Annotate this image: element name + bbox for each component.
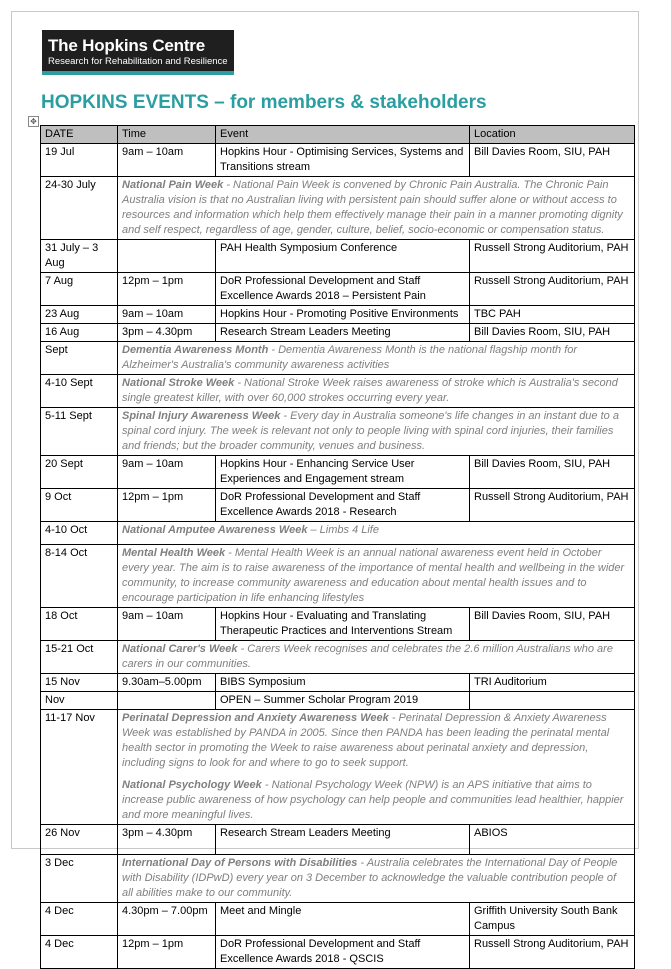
cell-date: 31 July – 3 Aug xyxy=(41,240,118,273)
cell-time: 4.30pm – 7.00pm xyxy=(118,903,216,936)
awareness-title: National Pain Week xyxy=(122,179,224,191)
cell-location: Russell Strong Auditorium, PAH xyxy=(470,936,635,969)
cell-date: 15-21 Oct xyxy=(41,641,118,674)
cell-date: 4-10 Sept xyxy=(41,375,118,408)
awareness-description: - Perinatal Depression & Anxiety Awareness Week was established by PANDA in 2005. Since then PANDA has been leading the perinatal mental health sector in promoting the Week to raise awareness about perinatal anxiety and depression, including signs to look for and where to go to seek support. xyxy=(122,712,610,769)
cell-location: Bill Davies Room, SIU, PAH xyxy=(470,144,635,177)
events-table xyxy=(40,125,635,969)
header-location: Location xyxy=(470,126,635,144)
table-row xyxy=(41,324,635,342)
cell-location: Russell Strong Auditorium, PAH xyxy=(470,240,635,273)
cell-date: 24-30 July xyxy=(41,177,118,240)
table-row xyxy=(41,710,635,825)
awareness-title: National Psychology Week xyxy=(122,779,262,791)
cell-time xyxy=(118,240,216,273)
table-move-handle-icon[interactable]: ✥ xyxy=(28,116,39,127)
awareness-description: – Limbs 4 Life xyxy=(307,524,379,536)
cell-time: 12pm – 1pm xyxy=(118,489,216,522)
table-row xyxy=(41,608,635,641)
cell-event: Hopkins Hour - Evaluating and Translating Therapeutic Practices and Interventions Stream xyxy=(216,608,470,641)
table-row xyxy=(41,240,635,273)
cell-event: DoR Professional Development and Staff Excellence Awards 2018 – Persistent Pain xyxy=(216,273,470,306)
cell-date: 16 Aug xyxy=(41,324,118,342)
cell-time: 9am – 10am xyxy=(118,144,216,177)
cell-description xyxy=(118,375,635,408)
cell-location: Griffith University South Bank Campus xyxy=(470,903,635,936)
cell-location: Bill Davies Room, SIU, PAH xyxy=(470,456,635,489)
cell-date: 4-10 Oct xyxy=(41,522,118,545)
logo-accent-bar xyxy=(42,71,234,75)
table-row xyxy=(41,903,635,936)
table-row xyxy=(41,855,635,903)
hopkins-logo xyxy=(42,30,234,75)
table-row xyxy=(41,489,635,522)
cell-date: 26 Nov xyxy=(41,825,118,855)
table-row xyxy=(41,408,635,456)
cell-date: 23 Aug xyxy=(41,306,118,324)
cell-date: 3 Dec xyxy=(41,855,118,903)
cell-date: 15 Nov xyxy=(41,674,118,692)
cell-location: Russell Strong Auditorium, PAH xyxy=(470,273,635,306)
cell-event: DoR Professional Development and Staff Excellence Awards 2018 - QSCIS xyxy=(216,936,470,969)
cell-description xyxy=(118,710,635,825)
cell-event: Meet and Mingle xyxy=(216,903,470,936)
awareness-title: National Amputee Awareness Week xyxy=(122,524,308,536)
cell-description xyxy=(118,522,635,545)
cell-date: 4 Dec xyxy=(41,936,118,969)
table-row xyxy=(41,177,635,240)
cell-date: Nov xyxy=(41,692,118,710)
cell-description xyxy=(118,855,635,903)
logo-subtitle: Research for Rehabilitation and Resilience xyxy=(48,56,228,67)
cell-time: 9.30am–5.00pm xyxy=(118,674,216,692)
table-row xyxy=(41,674,635,692)
table-header-row xyxy=(41,126,635,144)
awareness-title: Mental Health Week xyxy=(122,547,226,559)
awareness-title: International Day of Persons with Disabilities xyxy=(122,857,358,869)
awareness-paragraph-2 xyxy=(122,778,630,823)
header-date: DATE xyxy=(41,126,118,144)
cell-date: 8-14 Oct xyxy=(41,545,118,608)
cell-location: Bill Davies Room, SIU, PAH xyxy=(470,324,635,342)
cell-event: OPEN – Summer Scholar Program 2019 xyxy=(216,692,470,710)
table-row xyxy=(41,306,635,324)
cell-event: Hopkins Hour - Promoting Positive Environments xyxy=(216,306,470,324)
table-row xyxy=(41,273,635,306)
awareness-title: Spinal Injury Awareness Week xyxy=(122,410,281,422)
awareness-description: - Dementia Awareness Month is the national flagship month for Alzheimer's Australia's community awareness activities xyxy=(122,344,578,371)
cell-description xyxy=(118,342,635,375)
cell-time: 9am – 10am xyxy=(118,306,216,324)
table-row xyxy=(41,641,635,674)
awareness-description: - Australia celebrates the International Day of People with Disability (IDPwD) every year on 3 December to acknowledge the valuable contribution people of all abilities make to our community. xyxy=(122,857,618,899)
cell-date: Sept xyxy=(41,342,118,375)
awareness-description: - Carers Week recognises and celebrates the 2.6 million Australians who are carers in our communities. xyxy=(122,643,613,670)
awareness-title: Perinatal Depression and Anxiety Awareness Week xyxy=(122,712,389,724)
awareness-title: National Stroke Week xyxy=(122,377,235,389)
cell-time: 3pm – 4.30pm xyxy=(118,324,216,342)
cell-date: 20 Sept xyxy=(41,456,118,489)
cell-event: Research Stream Leaders Meeting xyxy=(216,825,470,855)
cell-date: 7 Aug xyxy=(41,273,118,306)
table-row xyxy=(41,456,635,489)
cell-location: TBC PAH xyxy=(470,306,635,324)
cell-event: Research Stream Leaders Meeting xyxy=(216,324,470,342)
cell-time: 9am – 10am xyxy=(118,456,216,489)
cell-event: Hopkins Hour - Enhancing Service User Experiences and Engagement stream xyxy=(216,456,470,489)
cell-date: 5-11 Sept xyxy=(41,408,118,456)
header-event: Event xyxy=(216,126,470,144)
cell-time: 9am – 10am xyxy=(118,608,216,641)
cell-date: 19 Jul xyxy=(41,144,118,177)
table-row xyxy=(41,375,635,408)
cell-event: PAH Health Symposium Conference xyxy=(216,240,470,273)
cell-description xyxy=(118,545,635,608)
page-title: HOPKINS EVENTS – for members & stakeholders xyxy=(41,92,487,113)
cell-location: ABIOS xyxy=(470,825,635,855)
cell-date: 11-17 Nov xyxy=(41,710,118,825)
awareness-description: - Mental Health Week is an annual national awareness event held in October every year. The aim is to raise awareness of the importance of mental health and wellbeing in the wider community, to increase community awareness and education about mental health issues and to encourage participation in life enhancing lifestyles xyxy=(122,547,625,604)
cell-event: DoR Professional Development and Staff Excellence Awards 2018 - Research xyxy=(216,489,470,522)
table-row xyxy=(41,825,635,855)
table-row xyxy=(41,692,635,710)
awareness-title: National Carer's Week xyxy=(122,643,238,655)
logo-title: The Hopkins Centre xyxy=(48,36,205,55)
cell-date: 9 Oct xyxy=(41,489,118,522)
awareness-description: - National Stroke Week raises awareness of stroke which is Australia's second single greatest killer, with over 60,000 strokes occurring every year. xyxy=(122,377,618,404)
cell-time: 3pm – 4.30pm xyxy=(118,825,216,855)
cell-description xyxy=(118,177,635,240)
cell-description xyxy=(118,408,635,456)
cell-location: Russell Strong Auditorium, PAH xyxy=(470,489,635,522)
header-time: Time xyxy=(118,126,216,144)
cell-date: 18 Oct xyxy=(41,608,118,641)
cell-time xyxy=(118,692,216,710)
table-row xyxy=(41,144,635,177)
cell-date: 4 Dec xyxy=(41,903,118,936)
awareness-description: - National Pain Week is convened by Chronic Pain Australia. The Chronic Pain Australia vision is that no Australian living with persistent pain should suffer alone or without access to resources and information which help them effectively manage their pain in a manner promoting dignity and self respect, regardless of age, gender, culture, belief, socio-economic or compensation status. xyxy=(122,179,623,236)
table-row xyxy=(41,936,635,969)
awareness-description: - Every day in Australia someone's life changes in an instant due to a spinal cord injury. The week is relevant not only to people living with spinal cord injuries, their families and friends; but the broader community, venues and business. xyxy=(122,410,619,452)
awareness-title: Dementia Awareness Month xyxy=(122,344,269,356)
table-row xyxy=(41,545,635,608)
cell-event: BIBS Symposium xyxy=(216,674,470,692)
table-row xyxy=(41,522,635,545)
cell-location: TRI Auditorium xyxy=(470,674,635,692)
cell-location: Bill Davies Room, SIU, PAH xyxy=(470,608,635,641)
cell-location xyxy=(470,692,635,710)
cell-description xyxy=(118,641,635,674)
awareness-description: - National Psychology Week (NPW) is an APS initiative that aims to increase public awareness of how psychology can help people and communities lead healthier, happier and more meaningful lives. xyxy=(122,779,624,821)
cell-time: 12pm – 1pm xyxy=(118,273,216,306)
cell-event: Hopkins Hour - Optimising Services, Systems and Transitions stream xyxy=(216,144,470,177)
cell-time: 12pm – 1pm xyxy=(118,936,216,969)
table-row xyxy=(41,342,635,375)
